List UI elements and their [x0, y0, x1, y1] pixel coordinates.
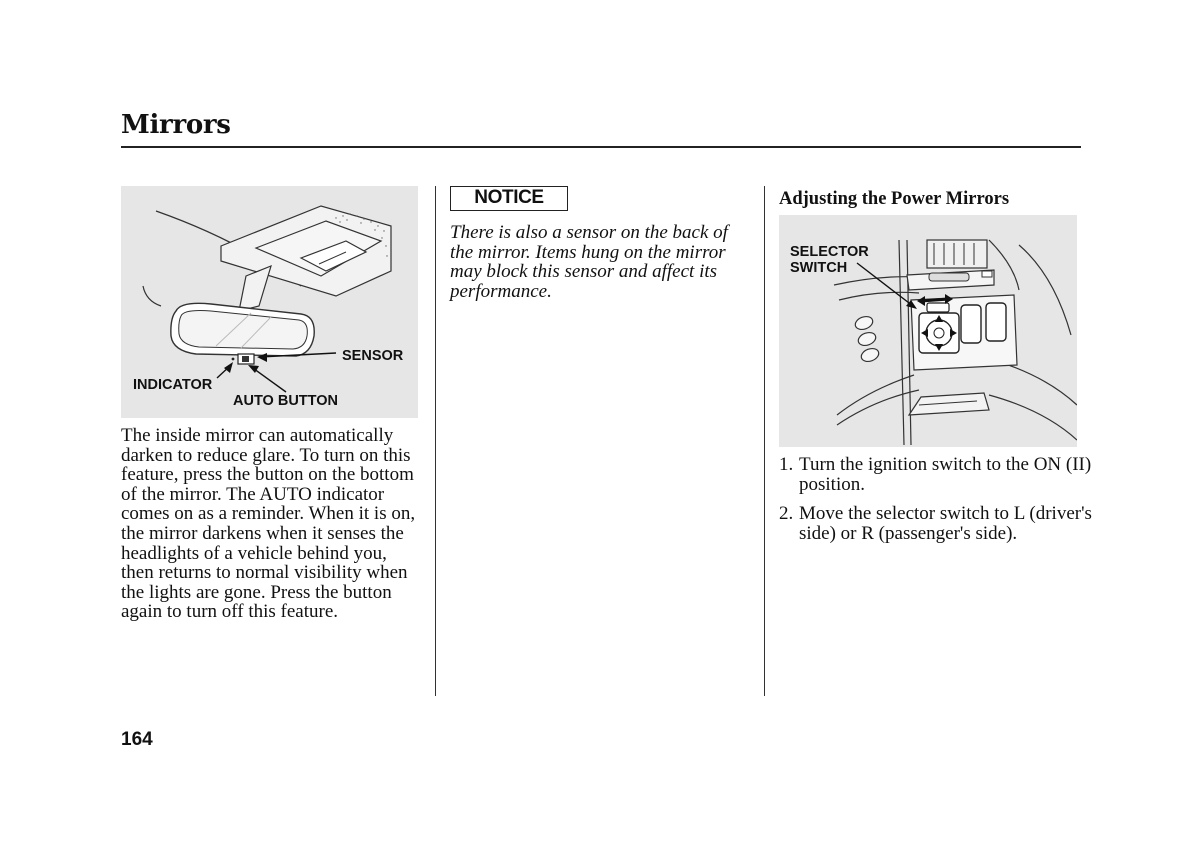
notice-badge: NOTICE	[450, 186, 568, 211]
selector-switch-label-line2: SWITCH	[790, 260, 848, 276]
notice-text: There is also a sensor on the back of the mirror. Items hung on the mirror may block this sensor and affect its performance.	[450, 222, 728, 302]
selector-switch-label-line1: SELECTOR	[790, 244, 869, 260]
power-mirrors-heading: Adjusting the Power Mirrors	[779, 189, 1010, 209]
rearview-mirror-figure	[121, 186, 418, 418]
step-1-number: 1.	[779, 454, 794, 475]
power-mirror-switch-figure	[779, 215, 1077, 447]
step-2-text: Move the selector switch to L (driver's side) or R (passenger's side).	[799, 503, 1092, 544]
inside-mirror-paragraph: The inside mirror can automatically darken to reduce glare. To turn on this feature, press the button on the bottom of the mirror. The AUTO indicator comes on as a reminder. When it is on, the mirror darkens when it senses the headlights of a vehicle behind you, then returns to normal visibility when the lights are gone. Press the button again to turn off this feature.	[121, 425, 416, 623]
title-rule	[121, 146, 1081, 148]
indicator-label: INDICATOR	[133, 377, 213, 393]
column-divider-right	[764, 186, 765, 696]
page-title: Mirrors	[121, 110, 231, 140]
column-divider-left	[435, 186, 436, 696]
step-2-number: 2.	[779, 503, 794, 524]
step-1-text: Turn the ignition switch to the ON (II) position.	[799, 454, 1092, 495]
page-number: 164	[121, 729, 153, 750]
sensor-label: SENSOR	[342, 348, 404, 364]
auto-button-label: AUTO BUTTON	[233, 393, 338, 409]
